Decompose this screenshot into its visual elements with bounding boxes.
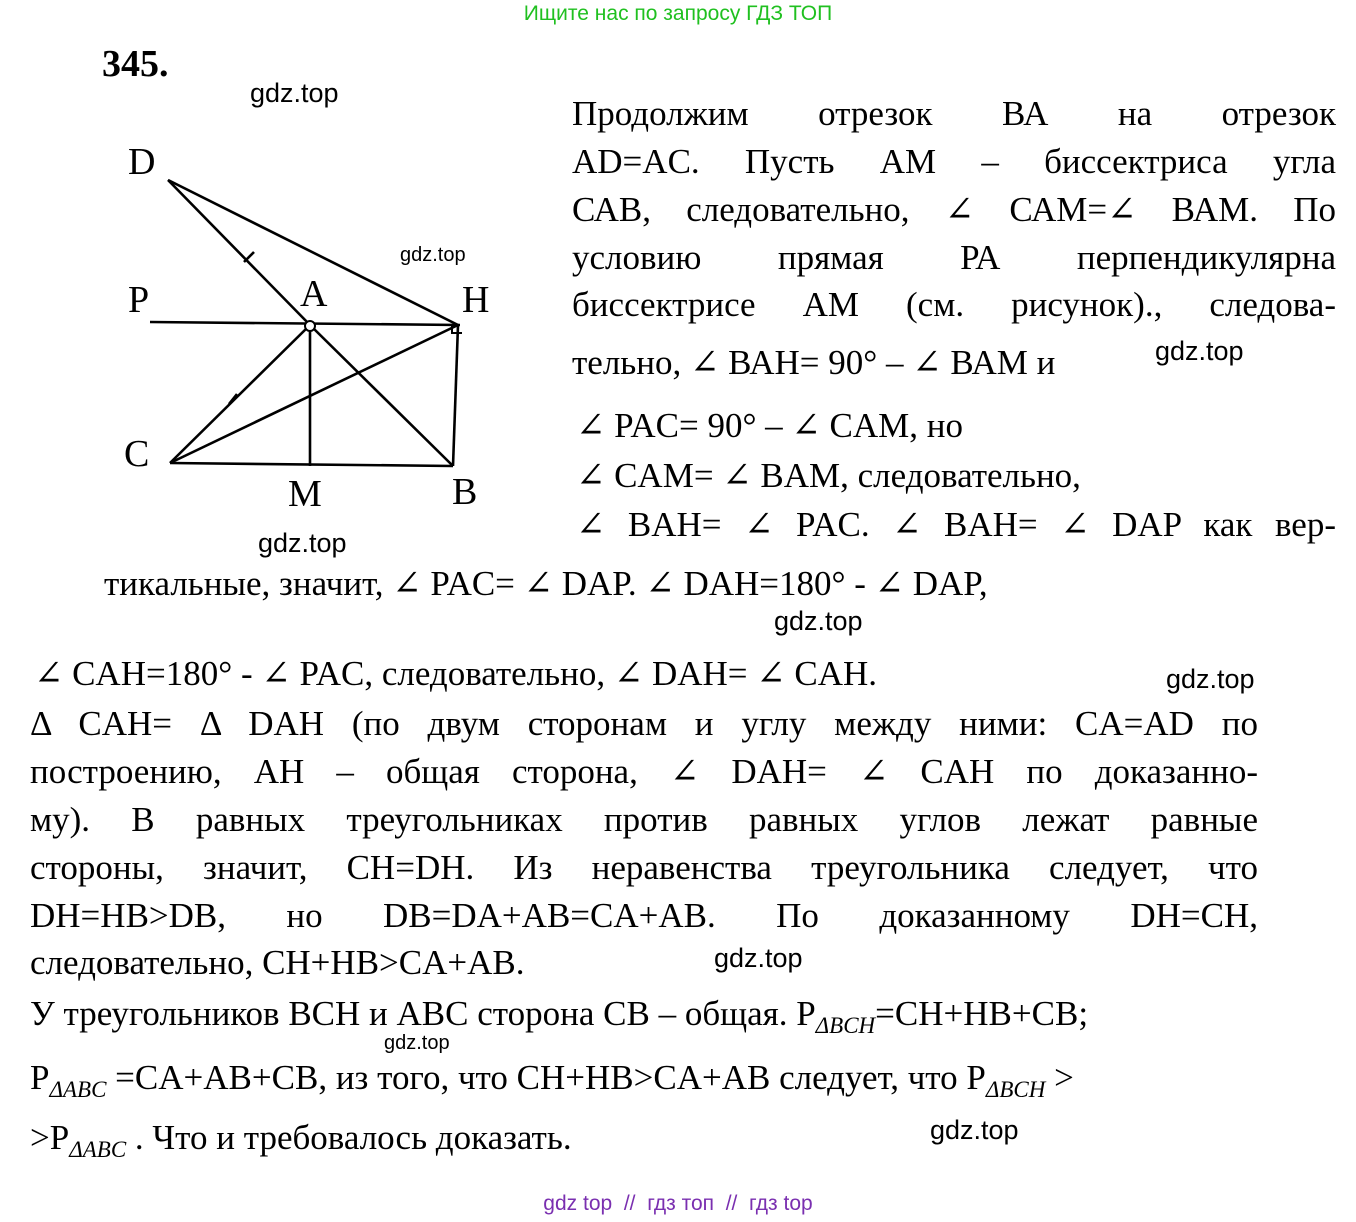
problem-number: 345.	[102, 43, 169, 85]
point-a-mark	[305, 321, 315, 331]
footer-links: gdz top // гдз топ // гдз top	[543, 1192, 813, 1215]
text-line-16: DH=HB>DB, но DB=DA+AB=CA+AB. По доказанному DH=CH,	[30, 896, 1258, 935]
segment-ch	[170, 325, 458, 463]
segment-da	[168, 180, 310, 325]
perimeter-text: У треугольников ВСН и АВС сторона СВ – общая. P	[30, 994, 816, 1033]
text-line-13: построению, AH – общая сторона, ∠ DAH= ∠ CAH по доказанно-	[30, 752, 1258, 791]
watermark: gdz.top	[1166, 664, 1255, 694]
text-line-8: ∠ CAM= ∠ BAM, следовательно,	[576, 456, 1081, 495]
text-line-10: тикальные, значит, ∠ PAC= ∠ DAP. ∠ DAH=180° - ∠ DAP,	[104, 564, 988, 603]
text-line-11: ∠ CAH=180° - ∠ PAC, следовательно, ∠ DAH= ∠ CAH.	[34, 654, 877, 693]
watermark: gdz.top	[774, 606, 863, 636]
text-line-4: условию прямая РА перпендикулярна	[572, 238, 1336, 277]
perimeter-text: =CH+HB+CB;	[875, 994, 1089, 1033]
subscript: ΔBCH	[985, 1077, 1046, 1102]
subscript: ΔBCH	[815, 1013, 876, 1038]
perimeter-text: . Что и требовалось доказать.	[134, 1118, 572, 1157]
text-line-12: Δ CAH= Δ DAH (по двум сторонам и углу между ними: CA=AD по	[30, 704, 1258, 743]
text-line-14: му). В равных треугольниках против равных углов лежат равные	[30, 800, 1258, 839]
text-line-7: ∠ PAC= 90° – ∠ CAM, но	[576, 406, 963, 445]
watermark: gdz.top	[250, 78, 339, 108]
label-h: H	[462, 279, 490, 321]
subscript: ΔABC	[69, 1137, 127, 1162]
perimeter-line-1	[30, 994, 1088, 1046]
label-c: C	[124, 433, 150, 475]
text-line-5: биссектрисе АМ (см. рисунок)., следова-	[572, 285, 1336, 324]
text-line-2: AD=AC. Пусть АМ – биссектриса угла	[572, 142, 1336, 181]
perimeter-p: P	[30, 1058, 50, 1097]
watermark: gdz.top	[714, 943, 803, 973]
watermark: gdz.top	[384, 1032, 450, 1054]
text-line-15: стороны, значит, CH=DH. Из неравенства треугольника следует, что	[30, 848, 1258, 887]
watermark: gdz.top	[1155, 336, 1244, 366]
text-line-3: САВ, следовательно, ∠ САМ=∠ ВАМ. По	[572, 190, 1336, 229]
label-b: B	[452, 471, 478, 513]
perimeter-text: =CA+AB+CB, из того, что CH+HB>CA+AB следует, что P	[115, 1058, 986, 1097]
text-line-9: ∠ BAH= ∠ PAC. ∠ BAH= ∠ DAP как вер-	[576, 505, 1336, 544]
segment-ac	[170, 325, 310, 463]
perimeter-line-2	[30, 1058, 1074, 1110]
top-banner: Ищите нас по запросу ГДЗ ТОП	[523, 2, 833, 25]
perimeter-text: >	[1054, 1058, 1074, 1097]
watermark: gdz.top	[930, 1115, 1019, 1145]
watermark: gdz.top	[400, 244, 466, 266]
text-line-6: тельно, ∠ ВАН= 90° – ∠ ВАМ и	[572, 343, 1056, 382]
segment-cb	[170, 463, 453, 466]
text-line-1: Продолжим отрезок ВА на отрезок	[572, 94, 1336, 133]
perimeter-line-3	[30, 1118, 572, 1170]
label-p: P	[128, 279, 150, 321]
tick-da	[244, 252, 254, 262]
label-d: D	[128, 141, 156, 183]
segment-ab	[310, 325, 453, 466]
text-line-17: следовательно, CH+HB>CA+AB.	[30, 943, 525, 982]
segment-hb	[453, 325, 458, 466]
perimeter-p: >P	[30, 1118, 70, 1157]
subscript: ΔABC	[49, 1077, 107, 1102]
label-m: M	[288, 473, 322, 515]
watermark: gdz.top	[258, 528, 347, 558]
label-a: A	[300, 273, 328, 315]
